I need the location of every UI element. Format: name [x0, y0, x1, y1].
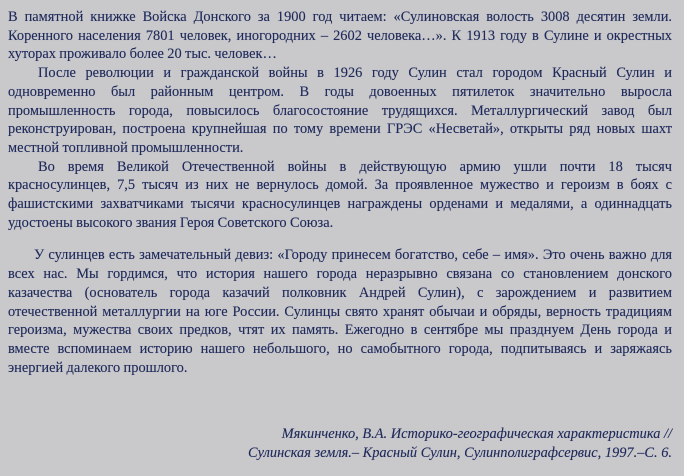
citation: [248, 425, 672, 463]
paragraph-2: После революции и гражданской войны в 1926 году Сулин стал городом Красный Сулин и одновременно был районным центром. В годы довоенных пятилеток значительно выросла промышленность города, повысилось благосостояние трудящихся. Металлургический завод был реконструирован, построена крупнейшая по тому времени ГРЭС «Несветай», открыты ряд новых шахт местной топливной промышленности.: [8, 65, 672, 156]
paragraph-1: В памятной книжке Войска Донского за 1900 год читаем: «Сулиновская волость 3008 десятин земли. Коренного населения 7801 человек, иногородних – 2602 человека…». К 1913 году в Сулине и окрестных хуторах проживало более 20 тыс. человек…: [8, 9, 672, 63]
citation-line-1: Мякинченко, В.А. Историко-географическая характеристика //: [281, 426, 672, 442]
paragraph-3: Во время Великой Отечественной войны в действующую армию ушли почти 18 тысяч красносулинцев, 7,5 тысяч из них не вернулось домой. За проявленное мужество и героизм в боях с фашистскими захватчиками тысячи красносулинцев награждены орденами и медалями, а одиннадцать удостоены высокого звания Героя Советского Союза.: [8, 158, 672, 231]
paragraph-4: У сулинцев есть замечательный девиз: «Городу принесем богатство, себе – имя». Это очень важно для всех нас. Мы гордимся, что история нашего города неразрывно связана со становлением донского казачества (основатель города казачий полковник Андрей Сулин), с зарождением и развитием отечественной металлургии на юге России. Сулинцы свято хранят обычаи и обряды, верность традициям героизма, мужества своих предков, чтят их память. Ежегодно в сентябре мы празднуем День города и вместе вспоминаем историю нашего небольшого, но самобытного города, подпитываясь и заряжаясь энергией далекого прошлого.: [8, 247, 672, 376]
citation-line-2: Сулинская земля.– Красный Сулин, Сулинполиграфсервис, 1997.–С. 6.: [248, 445, 672, 461]
document-body: [8, 8, 672, 377]
